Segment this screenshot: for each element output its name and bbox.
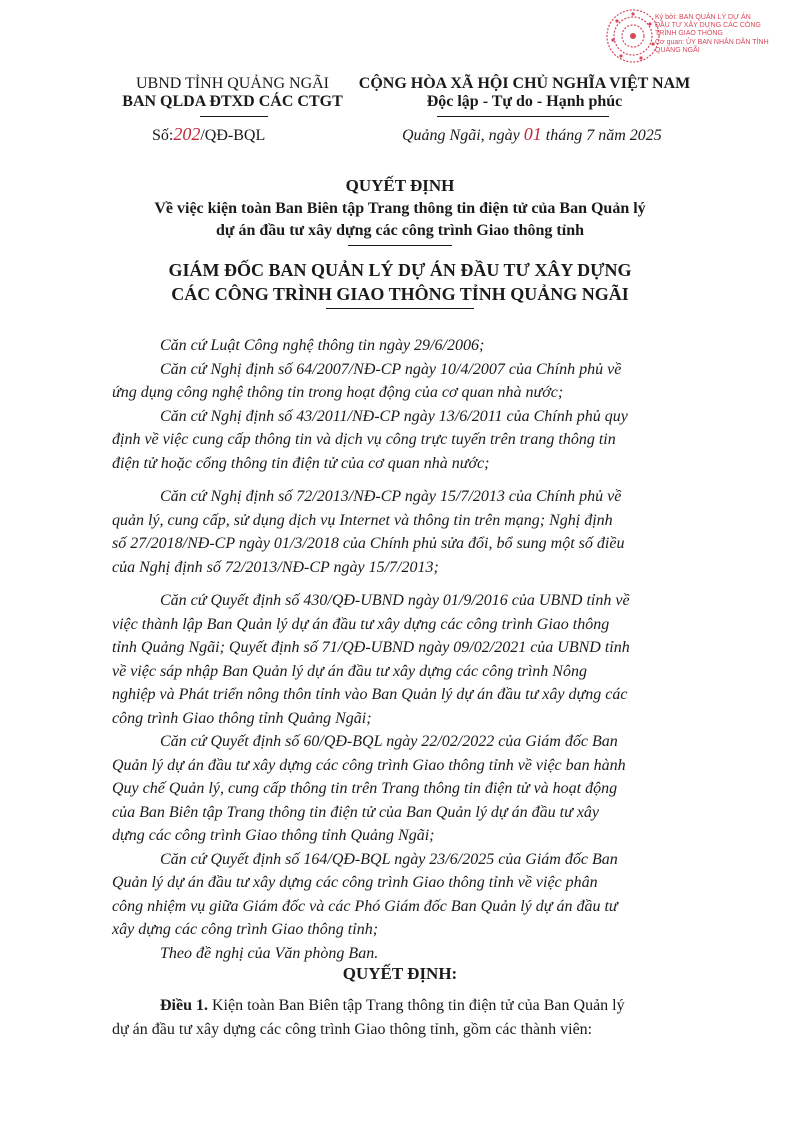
basis-line: Căn cứ Quyết định số 430/QĐ-UBND ngày 01/9/2016 của UBND tỉnh về — [160, 592, 630, 609]
subject-underline — [348, 245, 452, 246]
agency-name: BAN QLDA ĐTXD CÁC CTGT — [122, 93, 343, 110]
header-left — [110, 75, 355, 111]
basis-paragraph — [112, 334, 748, 358]
basis-line: tỉnh Quảng Ngãi; Quyết định số 71/QĐ-UBND ngày 09/02/2021 của UBND tỉnh — [112, 639, 630, 656]
doc-subject — [60, 198, 740, 242]
basis-line: Căn cứ Nghị định số 64/2007/NĐ-CP ngày 10/4/2007 của Chính phủ về — [160, 360, 622, 378]
header-right — [357, 75, 692, 111]
basis-line: về việc sáp nhập Ban Quản lý dự án đầu tư xây dựng các công trình Nông — [112, 662, 587, 680]
doc-number-suffix: /QĐ-BQL — [200, 127, 266, 144]
article-1-text: Kiện toàn Ban Biên tập Trang thông tin điện tử của Ban Quản lý — [208, 997, 625, 1014]
country-name: CỘNG HÒA XÃ HỘI CHỦ NGHĨA VIỆT NAM — [358, 75, 691, 92]
basis-line: Quản lý dự án đầu tư xây dựng các công trình Giao thông tỉnh về việc ban hành — [112, 756, 626, 774]
stamp-line: ĐẦU TƯ XÂY DỰNG CÁC CÔNG — [655, 22, 761, 30]
basis-paragraph — [112, 942, 748, 966]
date-prefix: Quảng Ngãi, ngày — [402, 127, 524, 144]
authority-line: CÁC CÔNG TRÌNH GIAO THÔNG TỈNH QUẢNG NGÃI — [171, 284, 629, 304]
basis-line: Căn cứ Nghị định số 43/2011/NĐ-CP ngày 13/6/2011 của Chính phủ quy — [160, 407, 628, 425]
basis-line: Căn cứ Quyết định số 164/QĐ-BQL ngày 23/6/2025 của Giám đốc Ban — [160, 850, 618, 868]
stamp-line: Cơ quan: ỦY BAN NHÂN DÂN TỈNH — [655, 38, 769, 46]
basis-paragraph — [112, 358, 748, 405]
article-1-label: Điều 1. — [160, 997, 208, 1014]
date-line — [402, 124, 702, 145]
basis-line: của Nghị định số 72/2013/NĐ-CP ngày 15/7/2013; — [112, 558, 439, 576]
article-1-line — [112, 994, 748, 1018]
basis-line: dựng các công trình Giao thông tỉnh Quảng Ngãi; — [112, 827, 435, 844]
basis-line: Theo đề nghị của Văn phòng Ban. — [160, 944, 379, 962]
signature-seal-icon — [603, 6, 663, 66]
legal-bases — [112, 334, 748, 965]
subject-line: dự án đầu tư xây dựng các công trình Giao thông tỉnh — [216, 222, 584, 239]
basis-line: của Ban Biên tập Trang thông tin điện tử của Ban Quản lý dự án đầu tư xây — [112, 803, 600, 821]
agency-parent: UBND TỈNH QUẢNG NGÃI — [135, 75, 330, 92]
motto-underline — [437, 116, 609, 117]
stamp-line: QUẢNG NGÃI — [655, 46, 700, 54]
authority-underline — [326, 308, 474, 309]
date-suffix: tháng 7 năm 2025 — [541, 127, 662, 144]
basis-line: ứng dụng công nghệ thông tin trong hoạt động của cơ quan nhà nước; — [112, 384, 564, 401]
basis-line: công trình Giao thông tỉnh Quảng Ngãi; — [112, 709, 372, 727]
header-left-underline — [200, 116, 268, 117]
subject-line: Về việc kiện toàn Ban Biên tập Trang thông tin điện tử của Ban Quản lý — [154, 200, 646, 217]
basis-line: Căn cứ Nghị định số 72/2013/NĐ-CP ngày 15/7/2013 của Chính phủ về — [160, 488, 622, 505]
basis-line: nghiệp và Phát triển nông thôn tỉnh vào Ban Quản lý dự án đầu tư xây dựng các — [112, 686, 628, 703]
basis-line: Căn cứ Luật Công nghệ thông tin ngày 29/6/2006; — [160, 337, 485, 354]
doc-number-prefix: Số: — [152, 127, 174, 144]
basis-paragraph — [112, 485, 748, 579]
authority-line: GIÁM ĐỐC BAN QUẢN LÝ DỰ ÁN ĐẦU TƯ XÂY DỰNG — [168, 260, 632, 280]
article-1 — [112, 994, 748, 1041]
motto: Độc lập - Tự do - Hạnh phúc — [426, 93, 623, 110]
basis-line: điện tử hoặc cổng thông tin điện tử của cơ quan nhà nước; — [112, 454, 490, 472]
issuing-authority — [60, 258, 740, 306]
basis-line: Quy chế Quản lý, cung cấp thông tin trên Trang thông tin điện tử và hoạt động — [112, 780, 618, 797]
decision-heading: QUYẾT ĐỊNH: — [342, 964, 458, 983]
basis-paragraph — [112, 405, 748, 476]
basis-paragraph — [112, 589, 748, 730]
doc-number — [152, 124, 352, 145]
date-day-handwritten: 01 — [523, 124, 542, 144]
signature-stamp-text — [655, 14, 795, 55]
basis-line: Căn cứ Quyết định số 60/QĐ-BQL ngày 22/02/2022 của Giám đốc Ban — [160, 733, 618, 750]
basis-line: xây dựng các công trình Giao thông tỉnh; — [112, 921, 379, 938]
doc-number-handwritten: 202 — [173, 124, 201, 144]
basis-line: việc thành lập Ban Quản lý dự án đầu tư xây dựng các công trình Giao thông — [112, 615, 610, 633]
doc-type-title: QUYẾT ĐỊNH — [345, 176, 455, 195]
stamp-line: TRÌNH GIAO THÔNG — [655, 30, 723, 38]
basis-line: công nhiệm vụ giữa Giám đốc và các Phó Giám đốc Ban Quản lý dự án đầu tư — [112, 897, 618, 915]
basis-line: số 27/2018/NĐ-CP ngày 01/3/2018 của Chính phủ sửa đổi, bổ sung một số điều — [112, 535, 625, 552]
article-1-line: dự án đầu tư xây dựng các công trình Giao thông tỉnh, gồm các thành viên: — [112, 1020, 593, 1038]
basis-paragraph — [112, 848, 748, 942]
basis-line: định về việc cung cấp thông tin và dịch vụ công trực tuyến trên trang thông tin — [112, 431, 616, 448]
basis-paragraph — [112, 730, 748, 848]
basis-line: quản lý, cung cấp, sử dụng dịch vụ Internet và thông tin trên mạng; Nghị định — [112, 511, 613, 529]
stamp-line: Ký bởi: BAN QUẢN LÝ DỰ ÁN — [655, 14, 751, 21]
basis-line: Quản lý dự án đầu tư xây dựng các công trình Giao thông tỉnh về việc phân — [112, 874, 598, 891]
